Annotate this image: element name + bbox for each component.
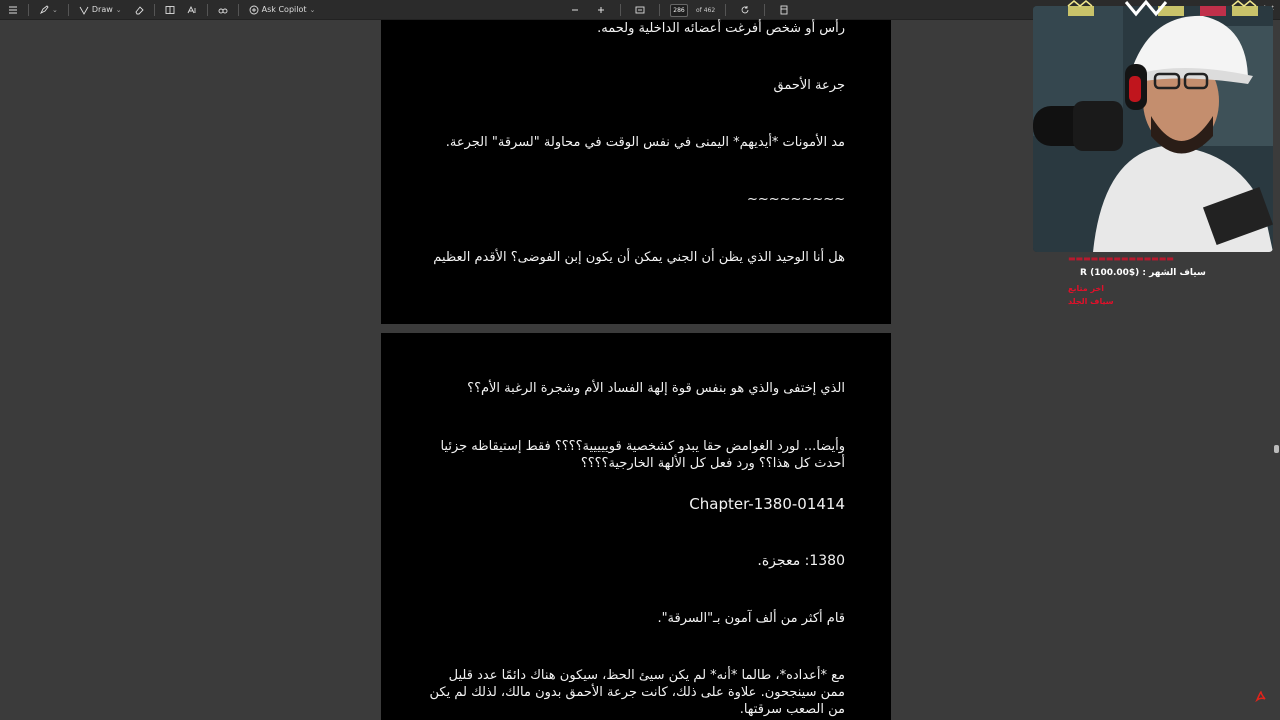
toolbar-divider [238, 4, 239, 16]
page1-separator: ~~~~~~~~~ [746, 192, 845, 207]
overlay-line-top: ▬▬▬▬▬▬▬▬▬▬▬▬▬▬ [1068, 254, 1174, 263]
page2-paragraph-5: قام أكثر من ألف آمون بـ"السرقة". [657, 611, 845, 626]
scrollbar-thumb[interactable] [1274, 445, 1279, 453]
fit-page-icon [635, 5, 645, 15]
overlay-last-follower: اخر متابع [1068, 284, 1104, 293]
contents-button[interactable] [4, 2, 22, 18]
page-number-input[interactable] [670, 4, 688, 17]
overlay-month-sword: سياف الشهر : ($100.00) R [1080, 268, 1206, 278]
highlight-button[interactable] [35, 2, 62, 18]
chapter-heading: Chapter-1380-01414 [689, 495, 845, 513]
erase-button[interactable] [130, 2, 148, 18]
toolbar-divider [764, 4, 765, 16]
copilot-icon [249, 5, 259, 15]
draw-button[interactable] [75, 2, 126, 18]
immersive-reader-button[interactable] [214, 2, 232, 18]
webcam-feed [1033, 6, 1273, 252]
page1-paragraph-1: رأس أو شخص أفرغت أعضائه الداخلية ولحمه. [597, 21, 845, 36]
toolbar-divider [28, 4, 29, 16]
list-icon [8, 5, 18, 15]
rotate-button[interactable] [736, 2, 754, 18]
page2-paragraph-2: وأيضا... لورد الغوامض حقا يبدو كشخصية قوييييية؟؟؟؟ فقط إستيقاظه جزئيا أحدث كل هذا؟؟ ورد فعل كل الألهة الخارجية؟؟؟؟ [440, 439, 845, 471]
pdf-page-2 [381, 333, 891, 720]
page2-paragraph-6: مع *أعداده*، طالما *أنه* لم يكن سيئ الحظ، سيكون هناك دائمًا عدد قليل ممن سينجحون. علاوة على ذلك، كانت جرعة الأحمق بدون مالك، لذلك لم يكن من الصعب سرقتها. [429, 668, 845, 717]
pdf-page-1 [381, 20, 891, 324]
page1-paragraph-2: جرعة الأحمق [773, 78, 845, 93]
toolbar-divider [207, 4, 208, 16]
page-count: of 462 [696, 6, 716, 14]
toolbar-divider [68, 4, 69, 16]
layout-icon [165, 5, 175, 15]
toolbar-divider [659, 4, 660, 16]
chevron-down-icon: ⌄ [52, 5, 58, 14]
page-view-icon [779, 5, 789, 15]
ask-copilot-button[interactable] [245, 2, 320, 18]
minus-icon [570, 5, 580, 15]
toolbar-divider [620, 4, 621, 16]
page1-paragraph-5: هل أنا الوحيد الذي يظن أن الجني يمكن أن يكون إبن الفوضى؟ الأقدم العظيم [433, 250, 845, 265]
pdf-app-icon [1255, 690, 1267, 702]
draw-label: Draw [91, 5, 113, 14]
highlighter-icon [39, 5, 49, 15]
read-aloud-button[interactable] [183, 2, 201, 18]
toolbar-left-group [0, 2, 319, 18]
ask-copilot-label: Ask Copilot [261, 5, 307, 14]
toolbar-page-controls [566, 0, 793, 20]
overlay-sword-leather: سياف الجلد [1068, 297, 1114, 306]
plus-icon [596, 5, 606, 15]
page2-chapter-title: 1380: معجزة. [757, 553, 845, 569]
glasses-icon [218, 5, 228, 15]
view-button[interactable] [161, 2, 179, 18]
chevron-down-icon: ⌄ [309, 5, 316, 14]
chevron-down-icon: ⌄ [115, 5, 122, 14]
rotate-icon [740, 5, 750, 15]
streamer-video [1033, 6, 1273, 252]
eraser-icon [134, 5, 144, 15]
read-aloud-icon [187, 5, 197, 15]
page-view-button[interactable] [775, 2, 793, 18]
fit-page-button[interactable] [631, 2, 649, 18]
page1-paragraph-3: مد الأمونات *أيديهم* اليمنى في نفس الوقت في محاولة "لسرقة" الجرعة. [445, 135, 845, 150]
pen-icon [79, 5, 89, 15]
zoom-in-button[interactable] [592, 2, 610, 18]
zoom-out-button[interactable] [566, 2, 584, 18]
toolbar-divider [154, 4, 155, 16]
toolbar-divider [725, 4, 726, 16]
overlay-crown-decorations [1060, 0, 1280, 18]
page2-paragraph-1: الذي إختفى والذي هو بنفس قوة إلهة الفساد الأم وشجرة الرغبة الأم؟؟ [467, 381, 845, 396]
vertical-scrollbar[interactable] [1272, 20, 1280, 720]
